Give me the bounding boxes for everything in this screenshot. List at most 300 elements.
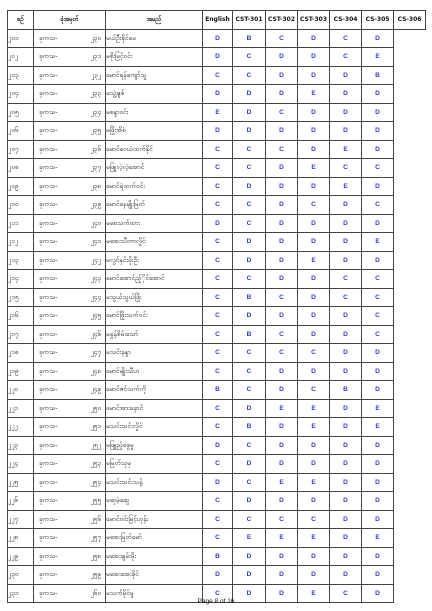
grade-cell: C [266,325,298,344]
roll-number-cell [34,29,106,48]
name-cell: မစေသက်ထား [106,214,203,233]
grade-cell: D [330,492,362,511]
grade-cell: E [233,529,266,548]
grade-cell: D [330,473,362,492]
grade-cell: C [330,159,362,178]
grade-cell: D [330,325,362,344]
name-cell: မခွန်စိမ်းသော် [106,325,203,344]
grade-cell: D [298,307,330,326]
roll-number-cell [34,122,106,141]
grade-cell: D [330,85,362,104]
grade-cell: D [362,510,394,529]
grade-cell: D [330,362,362,381]
grade-cell: C [203,362,233,381]
grade-cell: D [298,122,330,141]
serial-cell: ၂၁၂ [8,233,34,252]
table-row [8,159,426,178]
grade-cell: D [233,399,266,418]
name-cell: မောင်ဇင်သက်ကို [106,381,203,400]
name-cell: မောင်အားနောင် [106,399,203,418]
roll-digits: ၂၃၃ [90,89,101,97]
grade-cell: D [233,455,266,474]
grade-cell: D [233,122,266,141]
grade-cell: D [233,566,266,585]
table-row [8,399,426,418]
grade-cell: C [362,196,394,215]
name-cell: မအေးအေးခိုင် [106,566,203,585]
name-cell: မောင်ဖြိုးသက်ဝင်း [106,307,203,326]
serial-cell: ၂၀၈ [8,159,34,178]
roll-prefix: ခုကသ- [39,311,58,319]
roll-prefix: ခုကသ- [39,163,58,171]
grade-cell: D [330,418,362,437]
roll-number-cell [34,529,106,548]
grade-cell: D [330,103,362,122]
name-cell: မသွဲ့ချစ် [106,85,203,104]
grade-cell: D [362,566,394,585]
grade-cell: C [203,584,233,603]
table-row [8,270,426,289]
roll-prefix: ခုကသ- [39,52,58,60]
grade-cell: D [233,492,266,511]
roll-number-cell [34,159,106,178]
table-row [8,362,426,381]
table-row [8,566,426,585]
header-cs-304: CS-304 [330,11,362,30]
table-row [8,492,426,511]
roll-prefix: ခုကသ- [39,274,58,282]
grade-cell: E [362,48,394,67]
roll-prefix: ခုကသ- [39,440,58,449]
grade-cell: D [233,584,266,603]
roll-prefix: ခုကသ- [39,126,58,134]
grade-cell: D [362,584,394,603]
grade-cell: E [203,103,233,122]
grade-cell: B [233,418,266,437]
grade-cell: D [233,307,266,326]
grade-cell: C [203,140,233,159]
grade-cell: D [298,270,330,289]
header-row [8,11,426,30]
grade-cell: D [203,29,233,48]
grade-cell: C [203,307,233,326]
roll-prefix: ခုကသ- [39,33,58,42]
table-row [8,85,426,104]
roll-digits: ၂၄၄ [90,292,101,301]
grade-cell: D [266,159,298,178]
roll-prefix: ခုကသ- [39,403,58,412]
grade-cell: D [233,233,266,252]
grade-cell: E [298,584,330,603]
page-number: Page 8 of 16 [197,598,235,605]
grade-cell: E [330,177,362,196]
grade-cell: D [362,251,394,270]
roll-number-cell [34,48,106,67]
grade-cell: D [203,48,233,67]
name-cell: မောင်ဝေယံထက်နိုင် [106,140,203,159]
roll-digits: ၂၃၇ [90,163,101,171]
grade-cell: D [266,362,298,381]
grade-cell: C [233,48,266,67]
grade-cell: D [298,566,330,585]
roll-number-cell [34,362,106,381]
grade-cell: D [362,362,394,381]
grade-cell: D [266,436,298,455]
roll-prefix: ခုကသ- [39,237,58,245]
grade-cell: D [330,510,362,529]
grade-cell: C [233,362,266,381]
header-serial: စဥ် [8,11,34,30]
roll-prefix: ခုကသ- [39,329,58,338]
roll-digits: ၂၅၄ [90,477,101,486]
grade-cell: E [330,140,362,159]
serial-cell: ၂၂၆ [8,492,34,511]
grade-cell: E [266,399,298,418]
serial-cell: ၂၀၆ [8,122,34,141]
grade-cell: C [203,455,233,474]
grade-cell: C [233,196,266,215]
serial-cell: ၂၂၈ [8,529,34,548]
grade-cell: C [233,140,266,159]
grade-cell: C [203,159,233,178]
grade-cell: D [330,529,362,548]
grade-cell: D [330,214,362,233]
grade-cell: C [203,325,233,344]
roll-digits: ၂၄၀ [90,218,101,227]
grade-cell: E [298,529,330,548]
grade-cell: D [266,214,298,233]
grade-cell: C [266,103,298,122]
roll-digits: ၂၅၃ [90,459,101,467]
grade-cell: C [362,307,394,326]
roll-digits: ၂၃၉ [90,200,101,208]
grade-cell: D [362,122,394,141]
serial-cell: ၂၁၅ [8,288,34,307]
roll-number-cell [34,381,106,400]
grade-cell: C [203,492,233,511]
table-row [8,325,426,344]
grade-cell: D [362,492,394,511]
results-table [7,10,426,603]
roll-digits: ၂၄၃ [90,274,101,282]
name-cell: မောင်ရန်ကျော်သူ [106,66,203,85]
grade-cell: C [330,29,362,48]
table-row [8,436,426,455]
name-cell: မလွင်နှင်းမိုးဦး [106,251,203,270]
grade-cell: C [233,214,266,233]
table-row [8,122,426,141]
grade-cell: E [298,418,330,437]
roll-digits: ၂၄၂ [90,255,101,264]
grade-cell: C [298,196,330,215]
grade-cell: D [330,122,362,141]
grade-cell: D [362,177,394,196]
grade-cell: C [203,196,233,215]
header-cst-303: CST-303 [298,11,330,30]
grade-cell: D [362,547,394,566]
grade-cell: D [298,214,330,233]
table-row [8,381,426,400]
roll-digits: ၂၄၇ [90,348,101,356]
grade-cell: D [203,122,233,141]
grade-cell: D [266,122,298,141]
grade-cell: E [266,529,298,548]
roll-prefix: ခုကသ- [39,107,58,116]
roll-prefix: ခုကသ- [39,533,58,541]
grade-cell: B [233,29,266,48]
name-cell: မသင်းနန္ဒာ [106,344,203,363]
name-cell: မသင်းသင်းသန့် [106,473,203,492]
grade-cell: D [203,566,233,585]
roll-prefix: ခုကသ- [39,385,58,393]
header-cs-305: CS-305 [362,11,394,30]
name-cell: မဖြိုးအိစံ [106,122,203,141]
roll-prefix: ခုကသ- [39,70,58,79]
roll-number-cell [34,344,106,363]
roll-prefix: ခုကသ- [39,570,58,578]
grade-cell: D [266,251,298,270]
grade-cell: D [233,85,266,104]
grade-cell: D [330,307,362,326]
grade-cell: D [362,436,394,455]
serial-cell: ၂၁၁ [8,214,34,233]
grade-cell: E [362,418,394,437]
grade-cell: D [266,547,298,566]
grade-cell: D [266,455,298,474]
roll-digits: ၂၅၀ [90,403,101,412]
grade-cell: D [330,436,362,455]
grade-cell: D [362,103,394,122]
table-row [8,307,426,326]
grade-cell: C [203,399,233,418]
roll-digits: ၂၄၆ [90,329,101,338]
name-cell: မအေးသီတာလှိုင် [106,233,203,252]
grade-cell: D [330,547,362,566]
grade-cell: D [362,455,394,474]
grade-cell: D [362,29,394,48]
grade-cell: D [298,233,330,252]
serial-cell: ၂၁၀ [8,196,34,215]
roll-number-cell [34,436,106,455]
grade-cell: C [233,381,266,400]
grade-cell: C [298,344,330,363]
grade-cell: C [298,381,330,400]
grade-cell: B [233,325,266,344]
roll-digits: ၂၃၁ [90,52,101,60]
grade-cell: D [362,140,394,159]
roll-digits: ၂၃၄ [90,107,101,116]
roll-prefix: ခုကသ- [39,255,58,264]
name-cell: မောင်အောင်ည့်ိုင်အောင် [106,270,203,289]
grade-cell: D [330,566,362,585]
roll-prefix: ခုကသ- [39,218,58,227]
table-row [8,233,426,252]
grade-cell: D [203,85,233,104]
name-cell: မမြတ်သုမှ [106,455,203,474]
roll-digits: ၂၆၀ [90,588,101,597]
roll-digits: ၂၃၂ [90,70,101,79]
serial-cell: ၂၃၀ [8,566,34,585]
grade-cell: D [298,455,330,474]
grade-cell: D [266,584,298,603]
roll-number-cell [34,566,106,585]
table-row [8,510,426,529]
name-cell: မအေးမြတ်မော် [106,529,203,548]
roll-number-cell [34,196,106,215]
header-english: English [203,11,233,30]
header-name: အမည် [106,11,203,30]
grade-cell: D [203,214,233,233]
grade-cell: D [266,492,298,511]
roll-prefix: ခုကသ- [39,496,58,504]
roll-digits: ၂၄၅ [90,311,101,319]
roll-digits: ၂၃၀ [90,33,101,42]
name-cell: မသွယ်သွယ်ဖြိုး [106,288,203,307]
serial-cell: ၂၁၇ [8,325,34,344]
roll-digits: ၂၄၉ [90,385,101,393]
serial-cell: ၂၂၀ [8,381,34,400]
roll-digits: ၂၅၉ [90,570,101,578]
grade-cell: C [203,233,233,252]
table-row [8,140,426,159]
grade-cell: D [330,251,362,270]
grade-cell: D [266,418,298,437]
roll-digits: ၂၄၈ [90,366,101,375]
serial-cell: ၂၂၂ [8,418,34,437]
roll-prefix: ခုကသ- [39,422,58,430]
grade-cell: C [203,177,233,196]
roll-prefix: ခုကသ- [39,477,58,486]
grade-cell: D [203,473,233,492]
roll-digits: ၂၅၁ [90,422,101,430]
grade-cell: D [330,66,362,85]
serial-cell: ၂၀၃ [8,66,34,85]
roll-number-cell [34,307,106,326]
name-cell: မသက်မိုင်မူ [106,584,203,603]
serial-cell: ၂၂၅ [8,473,34,492]
grade-cell: E [362,233,394,252]
grade-cell: D [330,233,362,252]
serial-cell: ၂၁၄ [8,270,34,289]
grade-cell: D [298,436,330,455]
serial-cell: ၂၂၉ [8,547,34,566]
serial-cell: ၂၀၉ [8,177,34,196]
grade-cell: C [298,510,330,529]
grade-cell: D [298,140,330,159]
grade-cell: C [330,288,362,307]
grade-cell: C [203,344,233,363]
name-cell: မစန္ဒာဝင်း [106,103,203,122]
table-row [8,288,426,307]
grade-cell: D [266,233,298,252]
grade-cell: D [362,214,394,233]
roll-number-cell [34,270,106,289]
grade-cell: B [203,381,233,400]
grade-cell: E [362,399,394,418]
roll-digits: ၂၅၇ [90,533,101,541]
roll-number-cell [34,510,106,529]
grade-cell: C [266,29,298,48]
roll-digits: ၂၅၂ [90,440,101,449]
serial-cell: ၂၁၈ [8,344,34,363]
table-row [8,29,426,48]
grade-cell: D [298,547,330,566]
name-cell: မယ်ဦးခိုင်မေ [106,29,203,48]
header-cs-306: CS-306 [394,11,426,30]
roll-prefix: ခုကသ- [39,459,58,467]
roll-number-cell [34,547,106,566]
roll-number-cell [34,399,106,418]
roll-prefix: ခုကသ- [39,551,58,560]
grade-cell: D [266,48,298,67]
roll-number-cell [34,473,106,492]
grade-cell: C [233,436,266,455]
grade-cell: D [266,66,298,85]
grade-cell: C [330,48,362,67]
grade-cell: D [298,177,330,196]
roll-number-cell [34,233,106,252]
table-row [8,344,426,363]
roll-number-cell [34,418,106,437]
table-row [8,529,426,548]
grade-cell: C [233,344,266,363]
serial-cell: ၂၀၂ [8,48,34,67]
grade-cell: C [362,325,394,344]
roll-prefix: ခုကသ- [39,144,58,153]
serial-cell: ၂၀၄ [8,85,34,104]
table-row [8,103,426,122]
roll-number-cell [34,214,106,233]
grade-cell: D [298,288,330,307]
roll-number-cell [34,85,106,104]
grade-cell: C [203,66,233,85]
grade-cell: D [330,399,362,418]
grade-cell: C [330,270,362,289]
name-cell: မောင်နေမျိုးမြတ် [106,196,203,215]
roll-digits: ၂၅၅ [90,496,101,504]
roll-number-cell [34,177,106,196]
grade-cell: D [266,566,298,585]
grade-cell: C [233,510,266,529]
roll-number-cell [34,66,106,85]
roll-prefix: ခုကသ- [39,181,58,190]
grade-cell: D [266,196,298,215]
name-cell: မောင်ဝင်းမြင့်ဟုန်း [106,510,203,529]
grade-cell: D [298,29,330,48]
roll-number-cell [34,251,106,270]
serial-cell: ၂၂၃ [8,436,34,455]
grade-cell: D [233,177,266,196]
serial-cell: ၂၁၃ [8,251,34,270]
roll-number-cell [34,140,106,159]
roll-digits: ၂၃၅ [90,126,101,134]
roll-digits: ၂၅၈ [90,551,101,560]
serial-cell: ၂၁၉ [8,362,34,381]
roll-digits: ၂၅၆ [90,514,101,523]
grade-cell: C [266,288,298,307]
roll-number-cell [34,325,106,344]
table-row [8,251,426,270]
roll-prefix: ခုကသ- [39,588,58,597]
grade-cell: D [330,196,362,215]
grade-cell: E [266,473,298,492]
header-roll-number: ခုံအမှတ် [34,11,106,30]
table-row [8,66,426,85]
grade-cell: C [203,418,233,437]
roll-number-cell [34,103,106,122]
grade-cell: E [298,251,330,270]
grade-cell: D [298,325,330,344]
